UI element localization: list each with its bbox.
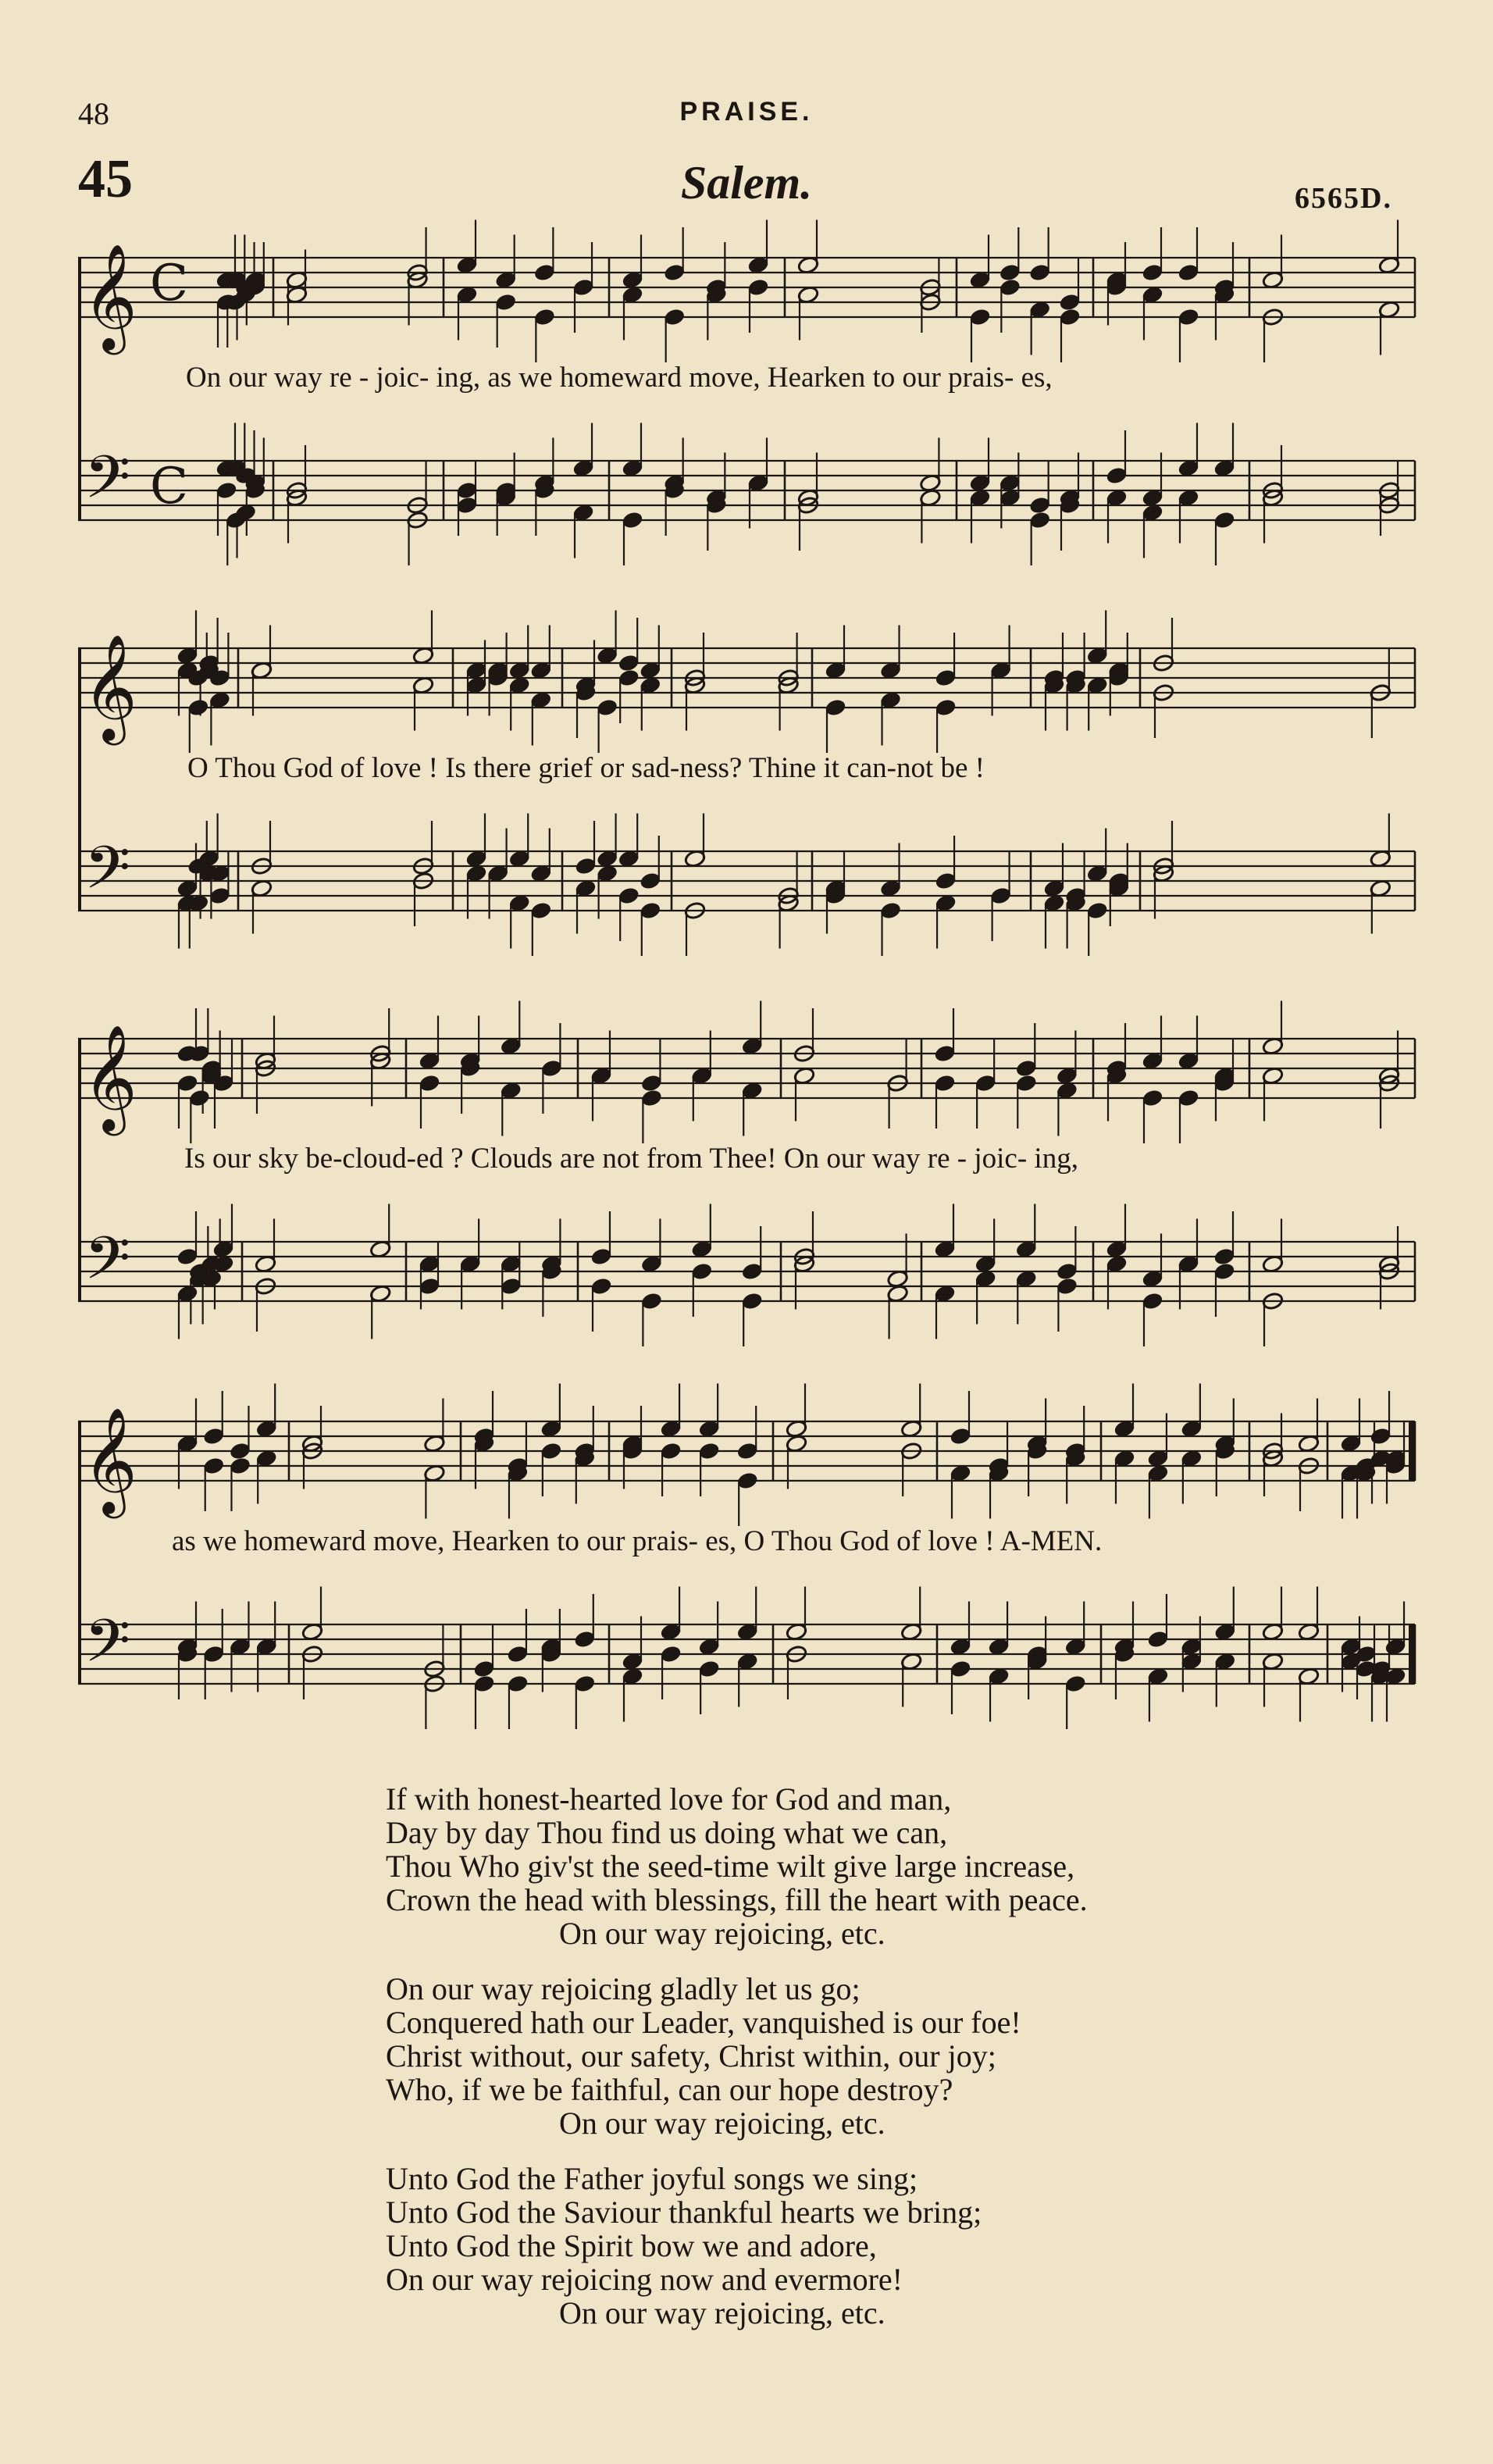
score-svg	[78, 234, 1415, 640]
bass-clef-icon: 𝄢	[84, 443, 131, 526]
verse-line: Crown the head with blessings, fill the heart with peace.	[386, 1882, 1088, 1917]
refrain-line: On our way rejoicing, etc.	[559, 2106, 885, 2141]
refrain-line: On our way rejoicing, etc.	[559, 2295, 885, 2330]
bass-clef-icon: 𝄢	[84, 833, 131, 917]
verse-line: On our way rejoicing gladly let us go;	[386, 1971, 861, 2006]
lyric-line-2: O Thou God of love ! Is there grief or sad-ness? Thine it can-not be !	[187, 752, 985, 784]
treble-clef-icon: 𝄞	[83, 1023, 137, 1131]
stanza-4	[386, 2162, 1432, 2330]
music-system-4	[78, 1398, 1415, 1804]
treble-clef-icon: 𝄞	[83, 242, 137, 350]
tune-name: Salem.	[680, 157, 813, 209]
verse-line: Unto God the Father joyful songs we sing;	[386, 2161, 918, 2196]
meter-marking: 6565D.	[1295, 182, 1392, 215]
verses	[386, 1782, 1432, 2352]
page-number: 48	[78, 96, 109, 131]
stanza-2	[386, 1782, 1432, 1950]
stanza-3	[386, 1972, 1432, 2140]
refrain-line: On our way rejoicing, etc.	[559, 1916, 885, 1951]
treble-clef-icon: 𝄞	[83, 633, 137, 740]
lyric-line-3: Is our sky be-cloud-ed ? Clouds are not from Thee! On our way re - joic- ing,	[184, 1143, 1078, 1175]
score-svg	[78, 1398, 1415, 1804]
verse-line: On our way rejoicing now and evermore!	[386, 2262, 903, 2297]
hymn-number: 45	[78, 149, 133, 209]
verse-line: Conquered hath our Leader, vanquished is our foe!	[386, 2005, 1021, 2040]
final-barline	[1409, 1624, 1415, 1684]
score-svg	[78, 1015, 1415, 1421]
music-system-2	[78, 625, 1415, 1031]
common-time-icon: C	[150, 255, 188, 312]
lyric-line-1: On our way re - joic- ing, as we homeward move, Hearken to our prais- es,	[186, 362, 1053, 394]
score-svg	[78, 625, 1415, 1031]
verse-line: Thou Who giv'st the seed-time wilt give large increase,	[386, 1849, 1075, 1884]
section-title: PRAISE.	[679, 97, 814, 127]
bass-clef-icon: 𝄢	[84, 1224, 131, 1307]
music-system-1	[78, 234, 1415, 640]
verse-line: Unto God the Saviour thankful hearts we bring;	[386, 2195, 982, 2230]
verse-line: If with honest-hearted love for God and man,	[386, 1781, 952, 1817]
common-time-icon: C	[150, 458, 188, 515]
verse-line: Day by day Thou find us doing what we can,	[386, 1815, 948, 1850]
music-system-3	[78, 1015, 1415, 1421]
bass-clef-icon: 𝄢	[84, 1606, 131, 1690]
final-barline	[1409, 1421, 1415, 1481]
treble-clef-icon: 𝄞	[83, 1406, 137, 1514]
lyric-line-4: as we homeward move, Hearken to our prais- es, O Thou God of love ! A-MEN.	[172, 1525, 1103, 1557]
verse-line: Who, if we be faithful, can our hope destroy?	[386, 2072, 953, 2107]
verse-line: Christ without, our safety, Christ within, our joy;	[386, 2038, 996, 2074]
verse-line: Unto God the Spirit bow we and adore,	[386, 2228, 877, 2263]
